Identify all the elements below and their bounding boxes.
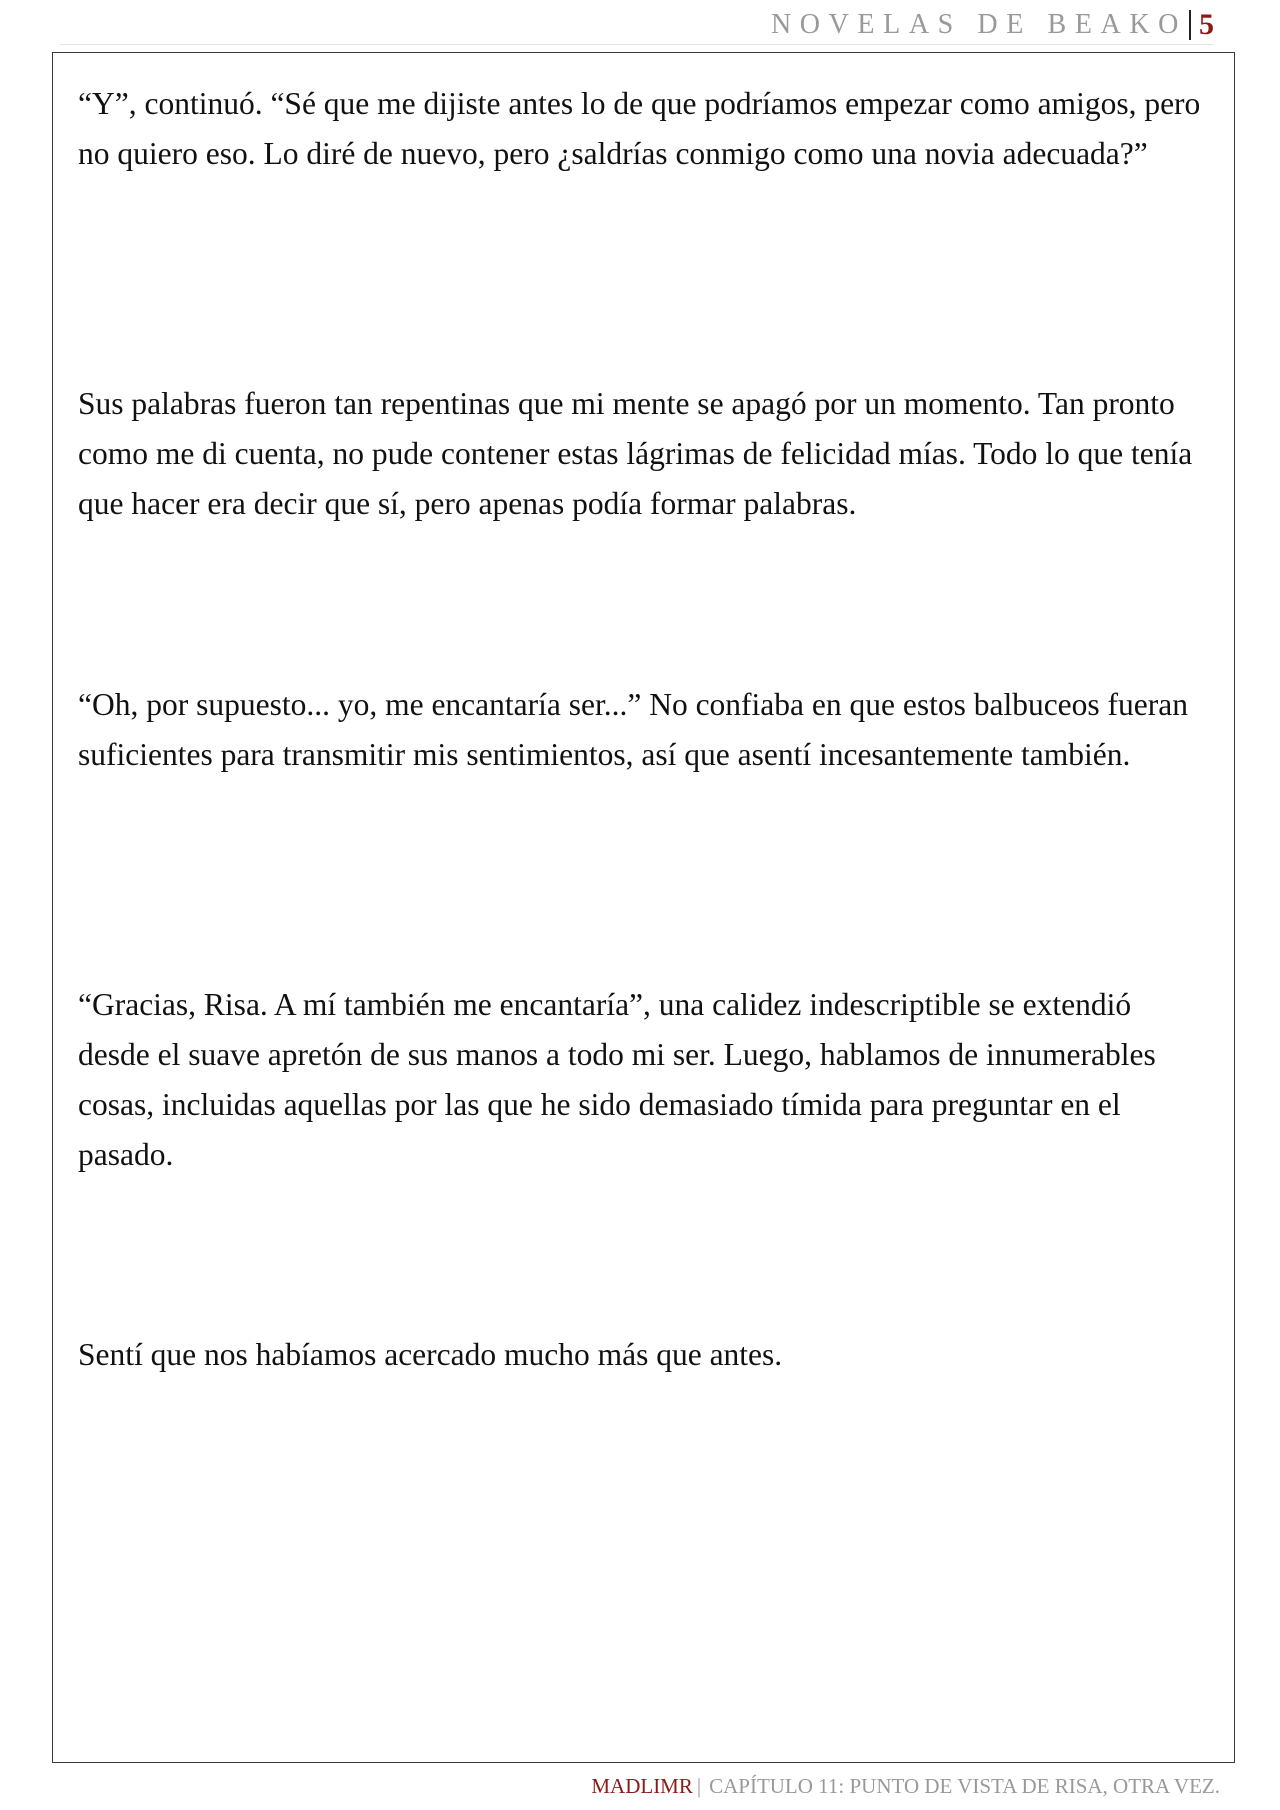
page-header (60, 6, 1214, 45)
paragraph-2: Sus palabras fueron tan repentinas que mi mente se apagó por un momento. Tan pronto como me di cuenta, no pude contener estas lágrimas de felicidad mías. Todo lo que tenía que hacer era decir que sí, pero apenas podía formar palabras. (78, 386, 1193, 521)
footer-chapter: CAPÍTULO 11: PUNTO DE VISTA DE RISA, OTRA VEZ. (709, 1774, 1220, 1798)
footer-author: MADLIMR (591, 1774, 693, 1798)
page-frame (52, 52, 1235, 1763)
paragraph-4: “Gracias, Risa. A mí también me encantaría”, una calidez indescriptible se extendió desde el suave apretón de sus manos a todo mi ser. Luego, hablamos de innumerables cosas, incluidas aquellas por las que he sido demasiado tímida para preguntar en el pasado. (78, 987, 1156, 1172)
header-divider (1189, 10, 1191, 40)
header-title: NOVELAS DE BEAKO (770, 9, 1187, 40)
page-number: 5 (1199, 8, 1214, 41)
paragraph-5: Sentí que nos habíamos acercado mucho más que antes. (78, 1337, 783, 1372)
page-footer (591, 1771, 1220, 1801)
paragraph-3: “Oh, por supuesto... yo, me encantaría ser...” No confiaba en que estos balbuceos fueran suficientes para transmitir mis sentimientos, así que asentí incesantemente también. (78, 687, 1188, 772)
paragraph-1: “Y”, continuó. “Sé que me dijiste antes lo de que podríamos empezar como amigos, pero no quiero eso. Lo diré de nuevo, pero ¿saldrías conmigo como una novia adecuada?” (78, 86, 1201, 171)
footer-separator: | (696, 1774, 702, 1798)
